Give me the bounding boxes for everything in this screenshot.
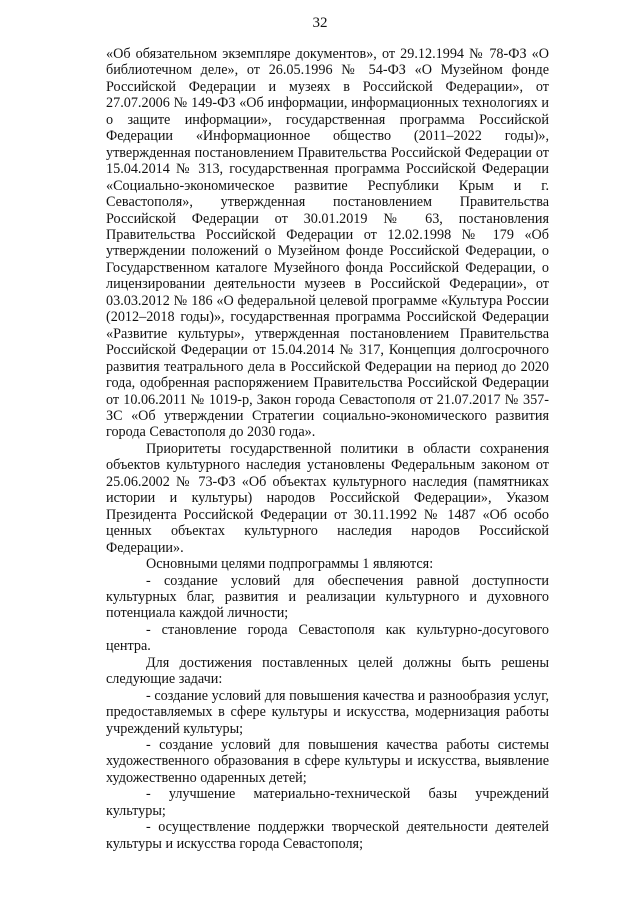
paragraph-legal-acts: «Об обязательном экземпляре документов», от 29.12.1994 № 78-ФЗ «О библиотечном деле», от 26.05.1996 № 54-ФЗ «О Музейном фонде Российской Федерации и музеях в Российской Федерации», от 27.07.2006 № 149-ФЗ «Об информации, информационных технологиях и о защите информации», государственная программа Российской Федерации «Информационное общество (2011–2022 годы)», утвержденная постановлением Правительства Российской Федерации от 15.04.2014 № 313, государственная программа Российской Федерации «Социально-экономическое развитие Республики Крым и г. Севастополя», утвержденная постановлением Правительства Российской Федерации от 30.01.2019 № 63, постановления Правительства Российской Федерации от 12.02.1998 № 179 «Об утверждении положений о Музейном фонде Российской Федерации, о Государственном каталоге Музейного фонда Российской Федерации, о лицензировании деятельности музеев в Российской Федерации», от 03.03.2012 № 186 «О федеральной целевой программе «Культура России (2012–2018 годы)», государственная программа Российской Федерации «Развитие культуры», утвержденная постановлением Правительства Российской Федерации от 15.04.2014 № 317, Концепция долгосрочного развития театрального дела в Российской Федерации на период до 2020 года, одобренная распоряжением Правительства Российской Федерации от 10.06.2011 № 1019-р, Закон города Севастополя от 21.07.2017 № 357-ЗС «Об утверждении Стратегии социально-экономического развития города Севастополя до 2030 года». — [106, 46, 549, 441]
body-text — [106, 46, 549, 852]
paragraph-goals-heading: Основными целями подпрограммы 1 являются: — [146, 556, 434, 573]
list-item-task-3: - улучшение материально-технической базы учреждений культуры; — [106, 786, 549, 819]
paragraph-priorities: Приоритеты государственной политики в области сохранения объектов культурного наследия установлены Федеральным законом от 25.06.2002 № 73-ФЗ «Об объектах культурного наследия (памятниках истории и культуры) народов Российской Федерации», Указом Президента Российской Федерации от 30.11.1992 № 1487 «Об особо ценных объектах культурного наследия народов Российской Федерации». — [106, 440, 549, 556]
list-item-goal-1: - создание условий для обеспечения равной доступности культурных благ, развития и реализации культурного и духовного потенциала каждой личности; — [106, 572, 549, 622]
paragraph-tasks-heading: Для достижения поставленных целей должны быть решены следующие задачи: — [106, 654, 549, 688]
list-item-task-1: - создание условий для повышения качества и разнообразия услуг, предоставляемых в сфере культуры и искусства, модернизация работы учреждений культуры; — [106, 687, 549, 737]
list-item-task-4: - осуществление поддержки творческой деятельности деятелей культуры и искусства города Севастополя; — [106, 819, 549, 852]
list-item-task-2: - создание условий для повышения качества работы системы художественного образования в сфере культуры и искусства, выявление художественно одаренных детей; — [106, 737, 549, 786]
page-number: 32 — [312, 15, 328, 31]
list-item-goal-2: - становление города Севастополя как культурно-досугового центра. — [106, 621, 549, 655]
